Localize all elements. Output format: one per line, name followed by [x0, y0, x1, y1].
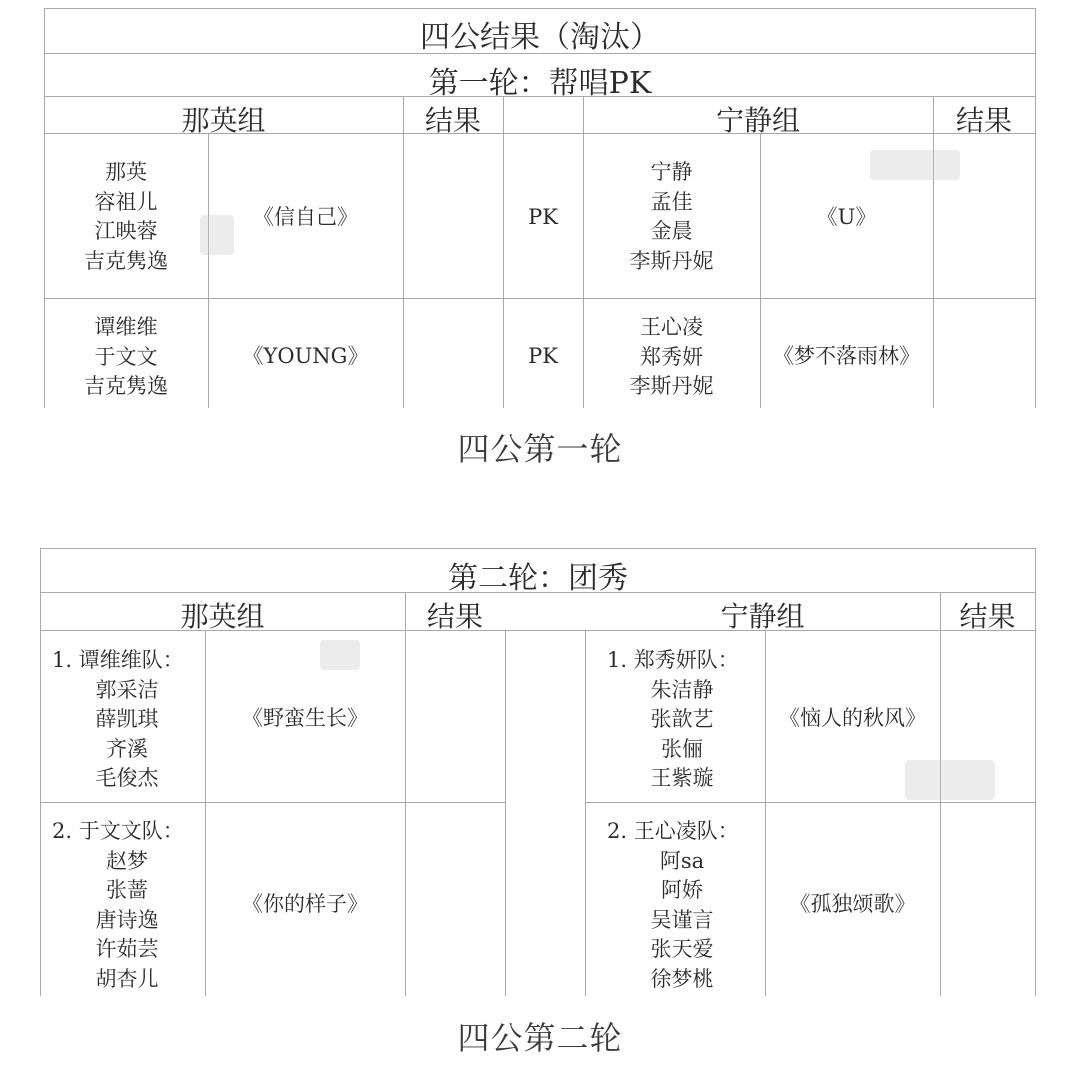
right-result-header: 结果: [955, 104, 1012, 137]
caption-round-one: 四公第一轮: [457, 430, 623, 468]
left-group-header: 那英组: [180, 600, 265, 633]
member-name: 吴谨言: [650, 907, 714, 932]
left-result-header: 结果: [426, 600, 483, 633]
member-name: 阿娇: [661, 878, 703, 902]
member-name: 李斯丹妮: [629, 374, 714, 398]
round-title: 第一轮：帮唱PK: [428, 66, 652, 101]
member-name: 张蔷: [106, 878, 148, 902]
member-name: 胡杏儿: [95, 966, 159, 991]
member-name: 谭维维: [94, 315, 158, 339]
member-name: 江映蓉: [94, 219, 158, 243]
right-song: 《孤独颂歌》: [789, 892, 916, 916]
member-name: 吉克隽逸: [84, 374, 168, 398]
member-name: 李斯丹妮: [629, 248, 714, 273]
member-name: 张歆艺: [650, 707, 714, 731]
member-name: 齐溪: [106, 736, 148, 761]
left-song: 《信自己》: [253, 205, 358, 229]
blur-patch: [905, 760, 995, 800]
member-name: 郑秀妍: [640, 344, 703, 369]
right-team-cell: [607, 817, 757, 994]
member-name: 王心凌: [640, 315, 703, 339]
member-name: 薛凯琪: [95, 707, 159, 731]
right-group-header: 宁静组: [715, 104, 800, 137]
member-name: 于文文: [94, 344, 158, 369]
pk-label: PK: [528, 205, 558, 229]
left-song: 《野蛮生长》: [242, 706, 368, 730]
member-name: 宁静: [650, 160, 693, 184]
blur-patch: [200, 215, 234, 255]
left-members-cell: [44, 313, 208, 402]
member-name: 郭采洁: [95, 677, 159, 702]
right-group-header: 宁静组: [720, 600, 805, 633]
right-team-cell: [607, 646, 757, 794]
member-name: 徐梦桃: [650, 966, 714, 991]
left-song: 《你的样子》: [242, 892, 368, 916]
table-title: 四公结果（淘汰）: [420, 20, 660, 55]
member-name: 金晨: [650, 219, 693, 243]
left-result-header: 结果: [424, 104, 481, 137]
pk-label: PK: [528, 344, 558, 368]
right-song: 《U》: [816, 205, 877, 229]
member-name: 唐诗逸: [95, 907, 159, 932]
right-song: 《恼人的秋风》: [779, 706, 926, 730]
member-name: 阿sa: [659, 848, 705, 873]
blur-patch: [320, 640, 360, 670]
member-name: 那英: [105, 160, 147, 184]
team-name: 1. 谭维维队：: [52, 648, 184, 672]
right-song: 《梦不落雨林》: [773, 344, 920, 368]
left-members-cell: [44, 158, 208, 276]
member-name: 容祖儿: [94, 189, 158, 214]
blur-patch: [870, 150, 960, 180]
left-team-cell: [52, 646, 202, 794]
team-name: 2. 于文文队：: [52, 819, 184, 843]
left-team-cell: [52, 817, 202, 994]
member-name: 赵梦: [106, 848, 148, 873]
left-group-header: 那英组: [181, 104, 266, 137]
team-name: 2. 王心凌队：: [607, 819, 739, 843]
member-name: 朱洁静: [650, 677, 714, 702]
team-name: 1. 郑秀妍队：: [607, 648, 739, 672]
right-members-cell: [583, 158, 760, 276]
caption-round-two: 四公第二轮: [457, 1019, 623, 1057]
member-name: 孟佳: [650, 189, 693, 214]
right-result-header: 结果: [959, 600, 1016, 633]
member-name: 毛俊杰: [95, 766, 159, 790]
right-members-cell: [583, 313, 760, 402]
member-name: 张天爱: [650, 937, 714, 961]
round-title: 第二轮：团秀: [448, 561, 628, 596]
member-name: 许茹芸: [95, 937, 159, 961]
member-name: 王紫璇: [650, 766, 714, 790]
member-name: 张俪: [661, 736, 703, 761]
left-song: 《YOUNG》: [242, 344, 369, 368]
member-name: 吉克隽逸: [84, 248, 168, 273]
